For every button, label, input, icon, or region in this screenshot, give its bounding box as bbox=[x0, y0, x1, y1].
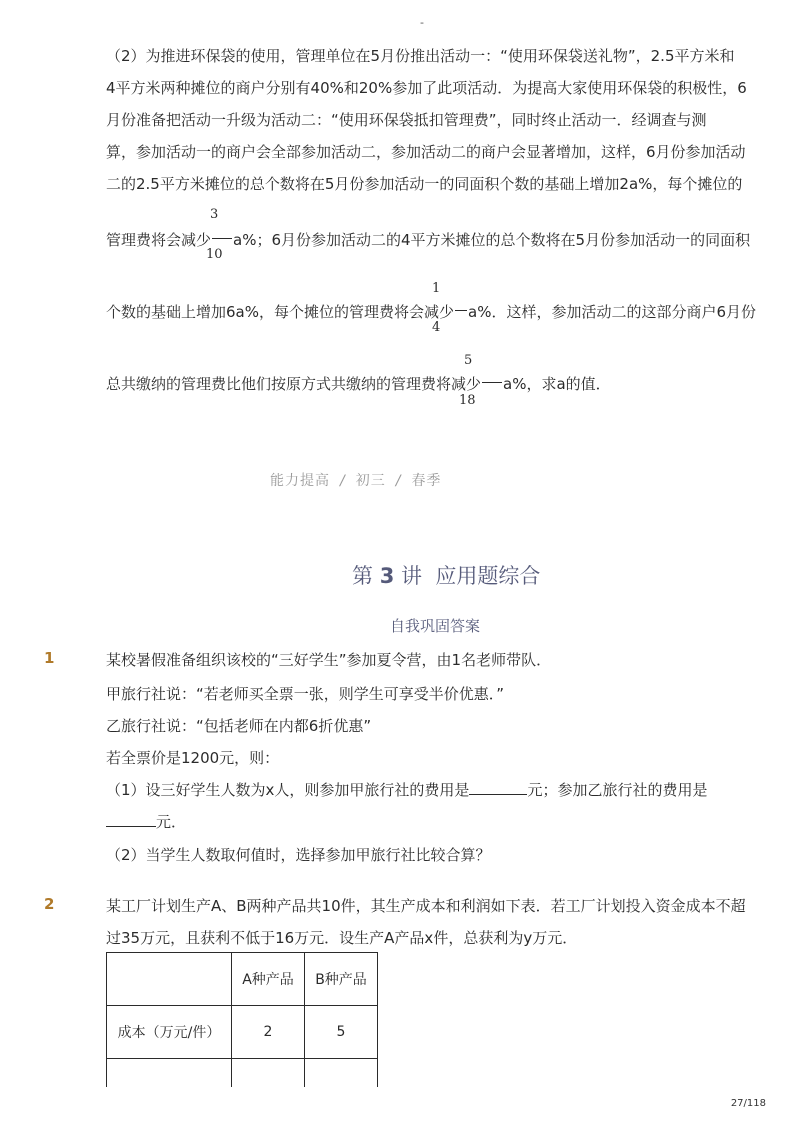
chapter-prefix: 第 bbox=[352, 564, 373, 588]
table-cell: B种产品 bbox=[305, 953, 378, 1006]
text-line: 甲旅行社说：“若老师买全票一张，则学生可享受半价优惠．” bbox=[106, 685, 505, 703]
question-number: 2 bbox=[44, 895, 55, 913]
chapter-name: 讲 应用题综合 bbox=[401, 564, 541, 588]
text-line: 某工厂计划生产A、B两种产品共10件，其生产成本和利润如下表．若工厂计划投入资金成本不超 bbox=[106, 897, 746, 915]
text-segment: a%，求a的值． bbox=[503, 375, 611, 393]
chapter-number: 3 bbox=[379, 564, 395, 588]
fraction-denominator: 18 bbox=[459, 393, 476, 408]
text-segment: 元． bbox=[156, 813, 187, 831]
fraction-bar bbox=[212, 238, 232, 239]
table-cell bbox=[305, 1059, 378, 1088]
fraction-denominator: 4 bbox=[432, 320, 441, 335]
fraction-bar bbox=[455, 310, 467, 311]
breadcrumb-item: 春季 bbox=[411, 473, 442, 489]
text-line: 4平方米两种摊位的商户分别有40%和20%参加了此项活动．为提高大家使用环保袋的积极性，6 bbox=[106, 79, 747, 97]
answer-blank[interactable] bbox=[469, 780, 527, 795]
text-segment: （1）设三好学生人数为x人，则参加甲旅行社的费用是 bbox=[106, 781, 470, 799]
breadcrumb-item: 能力提高 bbox=[270, 473, 330, 489]
text-segment: 总共缴纳的管理费比他们按原方式共缴纳的管理费将减少 bbox=[106, 375, 482, 393]
text-line: 算，参加活动一的商户会全部参加活动二，参加活动二的商户会显著增加，这样，6月份参加活动 bbox=[106, 143, 746, 161]
breadcrumb-item: 初三 bbox=[355, 473, 386, 489]
table-cell: 5 bbox=[305, 1006, 378, 1059]
text-segment: 管理费将会减少 bbox=[106, 231, 212, 249]
text-line: 若全票价是1200元，则： bbox=[106, 749, 280, 767]
question-number: 1 bbox=[44, 649, 55, 667]
table-cell: A种产品 bbox=[232, 953, 305, 1006]
table-cell bbox=[107, 953, 232, 1006]
table-cell bbox=[232, 1059, 305, 1088]
text-line bbox=[106, 374, 611, 394]
text-segment: 元；参加乙旅行社的费用是 bbox=[527, 781, 708, 799]
section-title: 自我巩固答案 bbox=[390, 617, 481, 635]
breadcrumb bbox=[270, 470, 441, 490]
text-line bbox=[106, 812, 186, 832]
text-segment: a%；6月份参加活动二的4平方米摊位的总个数将在5月份参加活动一的同面积 bbox=[233, 231, 751, 249]
breadcrumb-separator: / bbox=[395, 473, 402, 489]
text-line bbox=[106, 230, 750, 250]
text-line: 过35万元，且获利不低于16万元．设生产A产品x件，总获利为y万元． bbox=[106, 929, 578, 947]
table-cell: 成本（万元/件） bbox=[107, 1006, 232, 1059]
breadcrumb-separator: / bbox=[340, 473, 346, 489]
text-line bbox=[106, 302, 756, 322]
text-line: 二的2.5平方米摊位的总个数将在5月份参加活动一的同面积个数的基础上增加2a%，每个摊位的 bbox=[106, 175, 743, 193]
header-mark: - bbox=[420, 16, 424, 29]
fraction-numerator: 1 bbox=[432, 281, 441, 296]
text-line: 乙旅行社说：“包括老师在内都6折优惠” bbox=[106, 717, 372, 735]
text-segment: 个数的基础上增加6a%，每个摊位的管理费将会减少 bbox=[106, 303, 454, 321]
text-line: 某校暑假准备组织该校的“三好学生”参加夏令营，由1名老师带队． bbox=[106, 651, 552, 669]
table-row bbox=[107, 953, 378, 1006]
text-line: （2）为推进环保袋的使用，管理单位在5月份推出活动一：“使用环保袋送礼物”，2.5平方米和 bbox=[106, 47, 735, 65]
chapter-title bbox=[352, 560, 540, 590]
table-row bbox=[107, 1059, 378, 1088]
page-number: 27/118 bbox=[730, 1098, 766, 1109]
answer-blank[interactable] bbox=[106, 812, 156, 827]
table-cell: 2 bbox=[232, 1006, 305, 1059]
text-line: 月份准备把活动一升级为活动二：“使用环保袋抵扣管理费”，同时终止活动一．经调查与测 bbox=[106, 111, 707, 129]
text-line bbox=[106, 780, 707, 800]
table-cell bbox=[107, 1059, 232, 1088]
fraction-numerator: 3 bbox=[210, 207, 219, 222]
text-segment: a%．这样，参加活动二的这部分商户6月份 bbox=[468, 303, 756, 321]
fraction-bar bbox=[482, 382, 502, 383]
cost-profit-table bbox=[106, 952, 378, 1087]
table-row bbox=[107, 1006, 378, 1059]
fraction-numerator: 5 bbox=[464, 353, 473, 368]
fraction-denominator: 10 bbox=[206, 247, 223, 262]
text-line: （2）当学生人数取何值时，选择参加甲旅行社比较合算？ bbox=[106, 846, 491, 864]
